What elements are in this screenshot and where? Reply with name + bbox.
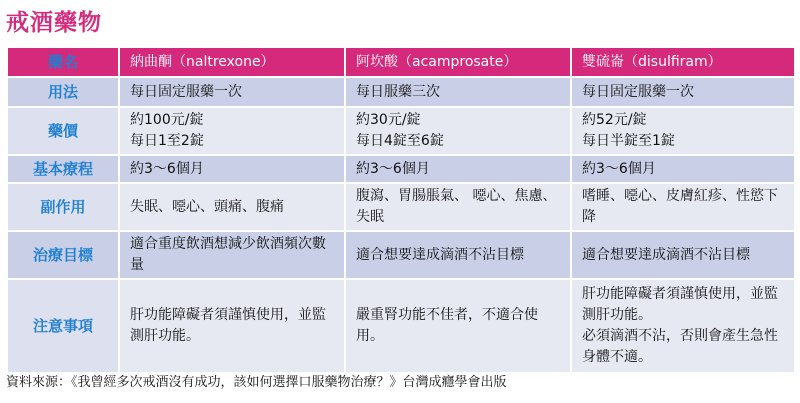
price-per-tablet: 約100元/錠 — [130, 112, 204, 128]
daily-dose: 每日1至2錠 — [130, 133, 204, 149]
source-citation: 資料來源：《我曾經多次戒酒沒有成功，該如何選擇口服藥物治療？》台灣成癮學會出版 — [6, 375, 507, 390]
precaution-abstinence: 必須滴酒不沾，否則會產生急性身體不適。 — [582, 328, 778, 365]
row-label-price: 藥價 — [7, 107, 119, 155]
cell-precautions-naltrexone: 肝功能障礙者須謹慎使用，並監測肝功能。 — [119, 279, 345, 373]
price-per-tablet: 約52元/錠 — [582, 112, 647, 128]
cell-goal-acamprosate: 適合想要達成滴酒不沾目標 — [345, 231, 571, 279]
table-row-price — [7, 107, 795, 155]
table-row-precautions — [7, 279, 795, 373]
cell-course-disulfiram: 約3～6個月 — [571, 155, 795, 183]
cell-usage-disulfiram: 每日固定服藥一次 — [571, 77, 795, 107]
cell-precautions-acamprosate: 嚴重腎功能不佳者，不適合使用。 — [345, 279, 571, 373]
daily-dose: 每日半錠至1錠 — [582, 133, 675, 149]
cell-course-naltrexone: 約3～6個月 — [119, 155, 345, 183]
cell-price-disulfiram — [571, 107, 795, 155]
row-label-side-effects: 副作用 — [7, 183, 119, 231]
table-row-usage — [7, 77, 795, 107]
cell-goal-disulfiram: 適合想要達成滴酒不沾目標 — [571, 231, 795, 279]
table-row-course — [7, 155, 795, 183]
price-per-tablet: 約30元/錠 — [356, 112, 421, 128]
header-disulfiram: 雙硫崙（disulfiram） — [571, 47, 795, 77]
cell-usage-acamprosate: 每日服藥三次 — [345, 77, 571, 107]
cell-usage-naltrexone: 每日固定服藥一次 — [119, 77, 345, 107]
cell-precautions-disulfiram — [571, 279, 795, 373]
table-header-row — [7, 47, 795, 77]
header-acamprosate: 阿坎酸（acamprosate） — [345, 47, 571, 77]
cell-goal-naltrexone: 適合重度飲酒想減少飲酒頻次數量 — [119, 231, 345, 279]
page-title: 戒酒藥物 — [6, 10, 102, 36]
row-label-course: 基本療程 — [7, 155, 119, 183]
cell-price-naltrexone — [119, 107, 345, 155]
row-label-usage: 用法 — [7, 77, 119, 107]
precaution-liver: 肝功能障礙者須謹慎使用，並監測肝功能。 — [582, 286, 778, 323]
cell-side-effects-acamprosate: 腹瀉、胃腸脹氣、 噁心、焦慮、失眠 — [345, 183, 571, 231]
cell-side-effects-naltrexone: 失眠、噁心、頭痛、腹痛 — [119, 183, 345, 231]
row-label-precautions: 注意事項 — [7, 279, 119, 373]
row-label-goal: 治療目標 — [7, 231, 119, 279]
cell-course-acamprosate: 約3～6個月 — [345, 155, 571, 183]
drug-comparison-table — [6, 46, 796, 374]
header-drug-name: 藥名 — [7, 47, 119, 77]
cell-price-acamprosate — [345, 107, 571, 155]
cell-side-effects-disulfiram: 嗜睡、噁心、皮膚紅疹、性慾下降 — [571, 183, 795, 231]
table-row-goal — [7, 231, 795, 279]
header-naltrexone: 納曲酮（naltrexone） — [119, 47, 345, 77]
daily-dose: 每日4錠至6錠 — [356, 133, 444, 149]
table-row-side-effects — [7, 183, 795, 231]
